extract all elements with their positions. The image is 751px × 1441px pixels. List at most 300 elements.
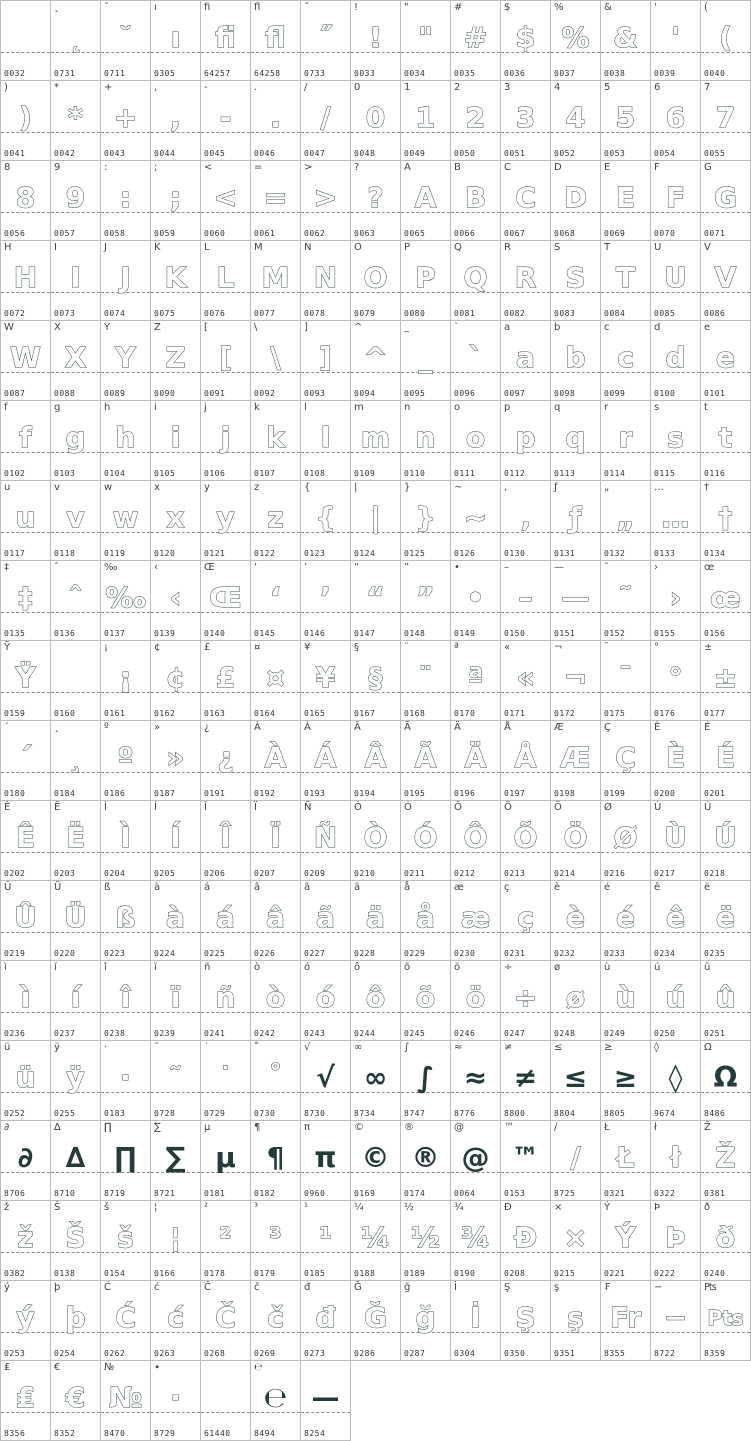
glyph-sample: Ý — [615, 1221, 636, 1254]
glyph-cell — [351, 0, 401, 81]
glyph-code: 0089 — [104, 389, 126, 398]
glyph-sample: ∂ — [17, 1141, 34, 1174]
glyph-label: ‡ — [4, 562, 9, 573]
glyph-label: P — [404, 242, 411, 253]
glyph-sample: ç — [517, 901, 534, 934]
glyph-cell — [0, 1281, 51, 1361]
glyph-code: 0150 — [504, 629, 526, 638]
glyph-sample: Š — [65, 1221, 86, 1254]
glyph-cell — [401, 241, 451, 321]
glyph-label: „ — [604, 482, 610, 493]
glyph-cell — [501, 161, 551, 241]
glyph-label: q — [554, 402, 561, 413]
glyph-cell — [651, 0, 701, 81]
glyph-code: 0159 — [4, 709, 26, 718]
glyph-sample: ¹ — [319, 1221, 332, 1254]
glyph-label: ˜ — [154, 1042, 159, 1053]
glyph-cell — [601, 1281, 651, 1361]
glyph-cell — [651, 721, 701, 801]
glyph-cell — [301, 0, 351, 81]
glyph-sample: P — [415, 261, 436, 294]
glyph-label: û — [704, 962, 711, 973]
glyph-code: 0960 — [304, 1189, 326, 1198]
glyph-code: 0193 — [304, 789, 326, 798]
glyph-label: ∕ — [554, 1122, 558, 1133]
glyph-sample: ù — [615, 981, 636, 1014]
glyph-cell — [151, 1361, 201, 1441]
glyph-code: 8254 — [304, 1429, 326, 1438]
glyph-sample: n — [415, 421, 436, 454]
glyph-code: 0135 — [4, 629, 26, 638]
glyph-label: đ — [304, 1282, 311, 1293]
glyph-sample: ¤ — [266, 661, 285, 694]
glyph-label: ¨ — [404, 642, 409, 653]
glyph-cell — [601, 1041, 651, 1121]
glyph-label: y — [204, 482, 210, 493]
glyph-label: ∂ — [4, 1122, 10, 1133]
glyph-sample: Ï — [270, 821, 281, 854]
glyph-cell — [551, 0, 601, 81]
glyph-label: Ï — [254, 802, 257, 813]
glyph-sample: © — [361, 1141, 390, 1174]
glyph-sample — [1, 17, 50, 59]
glyph-sample: @ — [461, 1141, 490, 1174]
glyph-label: 1 — [404, 82, 411, 93]
glyph-sample: š — [117, 1221, 134, 1254]
glyph-label: Ò — [354, 802, 362, 813]
glyph-cell — [201, 0, 251, 81]
glyph-label: ´ — [4, 722, 9, 733]
glyph-label: ä — [354, 882, 361, 893]
glyph-cell — [601, 721, 651, 801]
glyph-label: ş — [554, 1282, 560, 1293]
glyph-code: 0114 — [604, 469, 626, 478]
glyph-sample: á — [216, 901, 235, 934]
glyph-label: Ó — [404, 802, 412, 813]
glyph-sample: 8 — [15, 181, 36, 214]
glyph-sample: ë — [716, 901, 735, 934]
glyph-cell — [401, 881, 451, 961]
glyph-code: 0221 — [604, 1269, 626, 1278]
glyph-cell — [201, 641, 251, 721]
glyph-code: 0217 — [654, 869, 676, 878]
glyph-code: 0052 — [554, 149, 576, 158]
glyph-code: 0078 — [304, 309, 326, 318]
glyph-cell — [701, 241, 751, 321]
glyph-label: © — [354, 1122, 364, 1133]
glyph-cell — [401, 81, 451, 161]
glyph-code: 0097 — [504, 389, 526, 398]
glyph-cell — [301, 481, 351, 561]
glyph-label: r — [604, 402, 609, 413]
glyph-code: 0156 — [704, 629, 726, 638]
glyph-label: _ — [404, 322, 409, 333]
glyph-code: 0086 — [704, 309, 726, 318]
glyph-code: 0181 — [204, 1189, 226, 1198]
glyph-label: ü — [4, 1042, 11, 1053]
glyph-code: 64257 — [204, 69, 231, 78]
glyph-label: ò — [254, 962, 261, 973]
glyph-code: 0107 — [254, 469, 276, 478]
glyph-sample: : — [119, 181, 132, 214]
glyph-sample: M — [261, 261, 290, 294]
glyph-cell — [351, 721, 401, 801]
glyph-sample: Ñ — [313, 821, 338, 854]
glyph-cell — [101, 561, 151, 641]
glyph-label: Û — [4, 882, 12, 893]
glyph-sample: ÷ — [513, 981, 538, 1014]
glyph-cell — [0, 321, 51, 401]
glyph-label: 8 — [4, 162, 11, 173]
glyph-label: Ð — [504, 1202, 512, 1213]
glyph-code: 0137 — [104, 629, 126, 638]
glyph-cell — [0, 1201, 51, 1281]
glyph-label: ˝ — [304, 2, 309, 13]
glyph-code: 0042 — [54, 149, 76, 158]
glyph-code: 0242 — [254, 1029, 276, 1038]
glyph-code: 0117 — [4, 549, 26, 558]
glyph-sample: ˛ — [68, 21, 83, 54]
glyph-sample: Î — [220, 821, 231, 854]
glyph-code: 0248 — [554, 1029, 576, 1038]
glyph-label: Ž — [704, 1122, 711, 1133]
glyph-cell — [101, 1041, 151, 1121]
glyph-cell — [551, 561, 601, 641]
glyph-sample: œ — [710, 581, 741, 614]
glyph-cell — [51, 321, 101, 401]
glyph-cell — [301, 81, 351, 161]
glyph-label: ‘ — [254, 562, 258, 573]
glyph-sample: Í — [170, 821, 181, 854]
glyph-label: Ö — [554, 802, 562, 813]
glyph-cell — [51, 401, 101, 481]
glyph-label: 0 — [354, 82, 361, 93]
glyph-label: ” — [404, 562, 410, 573]
glyph-sample: ‘ — [270, 581, 281, 614]
glyph-sample: É — [715, 741, 736, 774]
glyph-cell — [51, 1041, 101, 1121]
glyph-code: 0084 — [604, 309, 626, 318]
glyph-sample: ƒ — [569, 501, 582, 534]
glyph-sample: = — [263, 181, 288, 214]
glyph-label: ł — [654, 1122, 657, 1133]
glyph-sample: ş — [567, 1301, 584, 1334]
glyph-code: 9674 — [654, 1109, 676, 1118]
glyph-code: 8800 — [504, 1109, 526, 1118]
glyph-sample: à — [166, 901, 185, 934]
glyph-sample: é — [616, 901, 635, 934]
glyph-code: 0116 — [704, 469, 726, 478]
glyph-sample: ğ — [415, 1301, 436, 1334]
glyph-code: 0172 — [554, 709, 576, 718]
glyph-sample: 2 — [465, 101, 486, 134]
glyph-cell — [101, 881, 151, 961]
glyph-sample: , — [170, 101, 181, 134]
glyph-label: C — [504, 162, 511, 173]
glyph-label: ç — [504, 882, 510, 893]
glyph-code: 0273 — [304, 1349, 326, 1358]
glyph-sample: 1 — [415, 101, 436, 134]
glyph-label: S — [554, 242, 561, 253]
glyph-label: ý — [4, 1282, 10, 1293]
glyph-sample: ≥ — [613, 1061, 638, 1094]
glyph-code: 0218 — [704, 869, 726, 878]
glyph-sample: N — [313, 261, 338, 294]
glyph-cell — [301, 801, 351, 881]
glyph-code: 0232 — [554, 949, 576, 958]
glyph-code: 0207 — [254, 869, 276, 878]
glyph-sample: w — [112, 501, 139, 534]
glyph-code: 0322 — [654, 1189, 676, 1198]
glyph-sample: Ê — [15, 821, 36, 854]
glyph-label: ÷ — [504, 962, 513, 973]
glyph-label: Z — [154, 322, 161, 333]
glyph-sample: ” — [416, 581, 435, 614]
glyph-cell — [401, 721, 451, 801]
glyph-label: § — [354, 642, 359, 653]
glyph-cell — [151, 561, 201, 641]
glyph-sample: D — [563, 181, 588, 214]
glyph-cell — [651, 81, 701, 161]
glyph-code: 0241 — [204, 1029, 226, 1038]
glyph-sample: b — [565, 341, 586, 374]
glyph-label: , — [154, 82, 158, 93]
glyph-label: À — [254, 722, 261, 733]
glyph-code: 8805 — [604, 1109, 626, 1118]
glyph-label: 3 — [504, 82, 511, 93]
glyph-cell — [351, 241, 401, 321]
glyph-cell — [151, 1041, 201, 1121]
glyph-cell — [701, 561, 751, 641]
glyph-code: 0037 — [554, 69, 576, 78]
glyph-sample: Œ — [209, 581, 242, 614]
glyph-code: 0092 — [254, 389, 276, 398]
glyph-sample: ª — [467, 661, 484, 694]
glyph-cell — [101, 1361, 151, 1441]
glyph-sample: L — [216, 261, 235, 294]
glyph-sample: < — [213, 181, 238, 214]
glyph-cell — [701, 0, 751, 81]
glyph-cell — [301, 1281, 351, 1361]
glyph-cell — [701, 881, 751, 961]
glyph-cell — [301, 321, 351, 401]
glyph-code: 0205 — [154, 869, 176, 878]
glyph-label: ¸ — [54, 722, 59, 733]
glyph-cell — [551, 1041, 601, 1121]
glyph-sample: G — [714, 181, 737, 214]
glyph-label: Í — [154, 802, 157, 813]
glyph-code: 0263 — [154, 1349, 176, 1358]
glyph-cell — [0, 881, 51, 961]
glyph-code: 0382 — [4, 1269, 26, 1278]
glyph-sample: y — [216, 501, 235, 534]
glyph-label: s — [654, 402, 660, 413]
glyph-code: 0102 — [4, 469, 26, 478]
glyph-cell — [101, 81, 151, 161]
glyph-sample: Ÿ — [15, 661, 36, 694]
glyph-code: 0216 — [604, 869, 626, 878]
glyph-code: 0238 — [104, 1029, 126, 1038]
glyph-sample: k — [266, 421, 285, 454]
glyph-cell — [251, 641, 301, 721]
glyph-sample: ž — [17, 1221, 34, 1254]
glyph-cell — [501, 721, 551, 801]
glyph-sample: √ — [316, 1061, 335, 1094]
glyph-cell — [451, 81, 501, 161]
glyph-cell — [401, 1201, 451, 1281]
glyph-code: 0230 — [454, 949, 476, 958]
glyph-sample: ’ — [320, 581, 331, 614]
glyph-code: 0083 — [554, 309, 576, 318]
glyph-sample: ° — [668, 661, 683, 694]
glyph-cell — [551, 241, 601, 321]
glyph-code: 0186 — [104, 789, 126, 798]
glyph-label: é — [604, 882, 611, 893]
glyph-sample: ø — [565, 981, 586, 1014]
glyph-code: 0211 — [404, 869, 426, 878]
glyph-code: 0130 — [504, 549, 526, 558]
glyph-cell — [601, 481, 651, 561]
glyph-cell — [601, 1201, 651, 1281]
glyph-cell — [0, 641, 51, 721]
glyph-code: 8729 — [154, 1429, 176, 1438]
glyph-sample: T — [615, 261, 636, 294]
glyph-cell — [701, 321, 751, 401]
glyph-cell — [701, 721, 751, 801]
glyph-code: 0079 — [354, 309, 376, 318]
glyph-label: ˘ — [104, 2, 109, 13]
glyph-cell — [501, 241, 551, 321]
glyph-sample: 4 — [565, 101, 586, 134]
glyph-label: 2 — [454, 82, 461, 93]
glyph-code: 0237 — [54, 1029, 76, 1038]
glyph-label: ₣ — [604, 1282, 611, 1293]
glyph-sample: Á — [314, 741, 337, 774]
glyph-code: 0191 — [204, 789, 226, 798]
glyph-sample: ² — [219, 1221, 232, 1254]
glyph-code: 0212 — [454, 869, 476, 878]
glyph-cell — [651, 401, 701, 481]
glyph-code: 0080 — [404, 309, 426, 318]
glyph-label: ˜ — [604, 562, 609, 573]
glyph-code: 0180 — [4, 789, 26, 798]
glyph-label: { — [304, 482, 311, 493]
glyph-sample: ∫ — [416, 1061, 435, 1094]
glyph-label: ? — [354, 162, 360, 173]
glyph-code: 0105 — [154, 469, 176, 478]
glyph-code: 0147 — [354, 629, 376, 638]
glyph-label: ¡ — [104, 642, 109, 653]
glyph-cell — [501, 881, 551, 961]
glyph-sample: Q — [463, 261, 488, 294]
glyph-label: g — [54, 402, 61, 413]
glyph-cell — [401, 0, 451, 81]
glyph-label: ~ — [454, 482, 463, 493]
glyph-sample: — — [561, 581, 590, 614]
glyph-code: 0123 — [304, 549, 326, 558]
glyph-code: 0081 — [454, 309, 476, 318]
glyph-code: 0220 — [54, 949, 76, 958]
glyph-sample: ¿ — [217, 741, 234, 774]
glyph-code: 8725 — [554, 1189, 576, 1198]
glyph-label: Á — [304, 722, 311, 733]
glyph-sample: þ — [65, 1301, 86, 1334]
glyph-sample: ć — [167, 1301, 184, 1334]
glyph-sample: ˆ — [68, 581, 83, 614]
glyph-label: Î — [204, 802, 207, 813]
glyph-cell — [451, 1201, 501, 1281]
glyph-label: İ — [454, 1282, 457, 1293]
glyph-label: ÿ — [54, 1042, 60, 1053]
glyph-label: Ć — [104, 1282, 111, 1293]
glyph-sample: À — [264, 741, 287, 774]
glyph-sample: « — [516, 661, 535, 694]
glyph-cell — [551, 881, 601, 961]
glyph-sample: h — [115, 421, 136, 454]
glyph-label: Ú — [704, 802, 712, 813]
glyph-sample: _ — [418, 341, 433, 374]
glyph-cell — [151, 321, 201, 401]
glyph-label: K — [154, 242, 161, 253]
glyph-code: 0254 — [54, 1349, 76, 1358]
glyph-code: 0113 — [554, 469, 576, 478]
glyph-label: M — [254, 242, 263, 253]
glyph-cell — [651, 801, 701, 881]
glyph-label: Ô — [454, 802, 462, 813]
glyph-code: 0145 — [254, 629, 276, 638]
glyph-code: 0053 — [604, 149, 626, 158]
glyph-code: 0160 — [54, 709, 76, 718]
glyph-label: ë — [704, 882, 711, 893]
glyph-cell — [601, 321, 651, 401]
glyph-label: å — [404, 882, 411, 893]
glyph-label: ï — [154, 962, 157, 973]
glyph-label: ù — [604, 962, 611, 973]
glyph-label: u — [4, 482, 11, 493]
glyph-label: … — [654, 482, 664, 493]
glyph-cell — [301, 721, 351, 801]
glyph-sample: X — [64, 341, 87, 374]
glyph-cell — [651, 1281, 701, 1361]
glyph-label: T — [604, 242, 611, 253]
glyph-sample: o — [465, 421, 486, 454]
glyph-code: 0169 — [354, 1189, 376, 1198]
glyph-cell — [151, 641, 201, 721]
glyph-cell — [701, 641, 751, 721]
glyph-sample: Ø — [613, 821, 638, 854]
glyph-code: 8706 — [4, 1189, 26, 1198]
glyph-cell — [701, 1281, 751, 1361]
glyph-code: 0733 — [304, 69, 326, 78]
glyph-sample: ' — [671, 21, 680, 54]
glyph-code: 0162 — [154, 709, 176, 718]
glyph-label: G — [704, 162, 712, 173]
glyph-cell — [651, 1201, 701, 1281]
glyph-cell — [51, 561, 101, 641]
glyph-sample: Þ — [665, 1221, 686, 1254]
glyph-code: 0041 — [4, 149, 26, 158]
glyph-cell — [251, 1201, 301, 1281]
glyph-label: · — [104, 1042, 108, 1053]
glyph-cell — [0, 0, 51, 81]
glyph-label: ¢ — [154, 642, 161, 653]
glyph-cell — [351, 1281, 401, 1361]
glyph-code: 0149 — [454, 629, 476, 638]
glyph-label: £ — [204, 642, 211, 653]
glyph-sample: [ — [219, 341, 232, 374]
glyph-label: | — [354, 482, 358, 493]
glyph-cell — [351, 481, 401, 561]
